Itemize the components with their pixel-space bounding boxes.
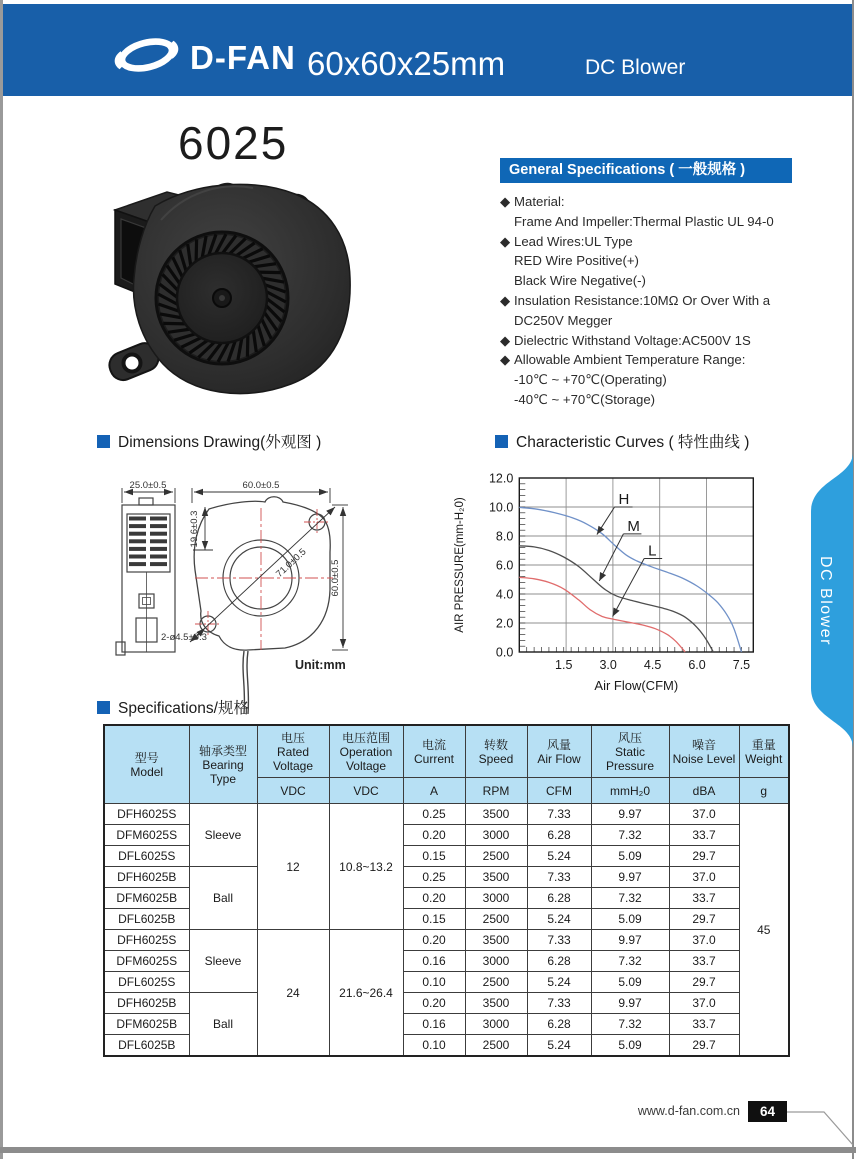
cell-bearing: Sleeve — [189, 804, 257, 867]
unit-cell: CFM — [527, 778, 591, 804]
svg-text:7.5: 7.5 — [732, 658, 751, 672]
table-row: DFH6025S Sleeve 24 21.6~26.4 0.20 3500 7.33 9.97 37.0 — [104, 930, 789, 951]
footer-website: www.d-fan.com.cn — [637, 1104, 740, 1118]
cell-operation-voltage: 21.6~26.4 — [329, 930, 403, 1057]
diamond-bullet-icon: ◆ — [500, 194, 511, 209]
table-header-row — [104, 725, 789, 778]
cell-rated-voltage: 24 — [257, 930, 329, 1057]
spec-line: DC250V Megger — [514, 312, 613, 328]
unit-cell: dBA — [669, 778, 739, 804]
svg-text:6.0: 6.0 — [495, 558, 514, 573]
dimensions-drawing — [95, 452, 440, 719]
cell-model: DFM6025S — [104, 951, 189, 972]
col-operation-voltage: 电压范围 Operation Voltage — [329, 725, 403, 778]
diamond-bullet-icon: ◆ — [500, 292, 511, 308]
col-pressure: 风压 Static Pressure — [591, 725, 669, 778]
unit-cell: RPM — [465, 778, 527, 804]
table-row: DFM6025B 0.16 3000 6.28 7.32 33.7 — [104, 1014, 789, 1035]
section-curves-heading: Characteristic Curves ( 特性曲线 ) — [495, 430, 749, 452]
dim-front-width: 60.0±0.5 — [242, 480, 280, 491]
cell-rated-voltage: 12 — [257, 804, 329, 930]
product-photo — [103, 178, 408, 415]
svg-text:8.0: 8.0 — [495, 529, 514, 544]
table-row: DFH6025B Ball 0.25 3500 7.33 9.97 37.0 — [104, 867, 789, 888]
table-row: DFL6025B 0.15 2500 5.24 5.09 29.7 — [104, 909, 789, 930]
characteristic-curves-chart — [450, 452, 795, 707]
unit-cell: VDC — [329, 778, 403, 804]
svg-text:6.0: 6.0 — [688, 658, 706, 672]
cell-model: DFH6025S — [104, 804, 189, 825]
svg-text:3.0: 3.0 — [599, 658, 617, 672]
cell-model: DFM6025B — [104, 1014, 189, 1035]
cell-model: DFH6025S — [104, 930, 189, 951]
section-dimensions-heading: Dimensions Drawing(外观图 ) — [97, 430, 321, 452]
dim-outlet-offset: 19.6±0.3 — [189, 510, 200, 548]
svg-text:1.5: 1.5 — [555, 658, 573, 672]
unit-cell: A — [403, 778, 465, 804]
svg-text:4.0: 4.0 — [495, 587, 514, 602]
cell-weight: 45 — [739, 804, 789, 1057]
svg-text:0.0: 0.0 — [495, 645, 514, 660]
cell-model: DFH6025B — [104, 993, 189, 1014]
y-axis-title: AIR PRESSURE(mm-H₂0) — [454, 497, 466, 633]
dim-front-height: 60.0±0.5 — [330, 559, 341, 597]
curve-M — [519, 546, 713, 652]
page-title: 6025 — [178, 117, 289, 169]
col-rated-voltage: 电压 Rated Voltage — [257, 725, 329, 778]
svg-text:10.0: 10.0 — [488, 500, 514, 515]
col-noise: 噪音 Noise Level — [669, 725, 739, 778]
unit-cell: mmH₂0 — [591, 778, 669, 804]
diamond-bullet-icon: ◆ — [500, 233, 511, 249]
cell-bearing: Ball — [189, 867, 257, 930]
spec-line: ◆ Lead Wires:UL Type — [500, 232, 838, 252]
specifications-table — [103, 724, 790, 1057]
table-row: DFL6025S 0.15 2500 5.24 5.09 29.7 — [104, 846, 789, 867]
col-current: 电流 Current — [403, 725, 465, 778]
page-number-badge: 64 — [748, 1101, 787, 1122]
unit-cell: g — [739, 778, 789, 804]
curve-label-L: L — [648, 542, 657, 560]
col-weight: 重量 Weight — [739, 725, 789, 778]
spec-line: Black Wire Negative(-) — [514, 273, 646, 289]
svg-text:2.0: 2.0 — [495, 616, 514, 631]
cell-model: DFL6025B — [104, 1035, 189, 1057]
cell-bearing: Sleeve — [189, 930, 257, 993]
cell-operation-voltage: 10.8~13.2 — [329, 804, 403, 930]
diamond-bullet-icon: ◆ — [500, 332, 511, 348]
table-row: DFM6025B 0.20 3000 6.28 7.32 33.7 — [104, 888, 789, 909]
cell-model: DFL6025S — [104, 846, 189, 867]
x-axis-title: Air Flow(CFM) — [594, 678, 679, 693]
table-row: DFL6025S 0.10 2500 5.24 5.09 29.7 — [104, 972, 789, 993]
spec-line: ◆ Dielectric Withstand Voltage:AC500V 1S — [500, 331, 838, 351]
table-row: DFM6025S 0.20 3000 6.28 7.32 33.7 — [104, 825, 789, 846]
cell-model: DFM6025S — [104, 825, 189, 846]
side-tab-label: DC Blower — [817, 556, 834, 646]
table-row: DFL6025B 0.10 2500 5.24 5.09 29.7 — [104, 1035, 789, 1057]
spec-line: Frame And Impeller:Thermal Plastic UL 94-0 — [514, 213, 774, 229]
header-size-text: 60x60x25mm — [307, 45, 506, 82]
vent-slats — [129, 517, 167, 567]
curve-label-H: H — [618, 491, 630, 509]
dim-unit: Unit:mm — [295, 658, 346, 672]
page-edge-left — [0, 0, 3, 1159]
brand-name: D-FAN — [190, 38, 296, 76]
swirl-logo-icon — [112, 32, 182, 83]
blue-square-icon — [97, 435, 110, 448]
cell-model: DFL6025B — [104, 909, 189, 930]
cell-model: DFM6025B — [104, 888, 189, 909]
unit-cell: VDC — [257, 778, 329, 804]
spec-line: -10℃ ~ +70℃(Operating) — [514, 372, 667, 388]
svg-text:4.5: 4.5 — [643, 658, 662, 672]
col-speed: 转数 Speed — [465, 725, 527, 778]
col-bearing: 轴承类型 Bearing Type — [189, 725, 257, 804]
col-model: 型号 Model — [104, 725, 189, 804]
table-row: DFH6025S Sleeve 12 10.8~13.2 0.25 3500 7.33 9.97 37.0 45 — [104, 804, 789, 825]
spec-line: ◆ Allowable Ambient Temperature Range: — [500, 350, 838, 370]
curve-L — [519, 577, 685, 652]
spec-line: RED Wire Positive(+) — [514, 253, 639, 269]
svg-text:12.0: 12.0 — [488, 471, 514, 486]
cell-model: DFL6025S — [104, 972, 189, 993]
table-row: DFH6025B Ball 0.20 3500 7.33 9.97 37.0 — [104, 993, 789, 1014]
spec-line: ◆ Insulation Resistance:10MΩ Or Over With a — [500, 291, 838, 311]
dim-holes: 2-ø4.5±0.3 — [161, 632, 207, 643]
general-specs-title-bar: General Specifications ( 一般规格 ) — [500, 158, 792, 183]
cell-model: DFH6025B — [104, 867, 189, 888]
blue-square-icon — [495, 435, 508, 448]
spec-line: -40℃ ~ +70℃(Storage) — [514, 391, 656, 407]
curve-label-M: M — [627, 517, 640, 535]
diamond-bullet-icon: ◆ — [500, 352, 511, 368]
header-product-type: DC Blower — [585, 56, 686, 79]
col-airflow: 风量 Air Flow — [527, 725, 591, 778]
spec-line: ◆ Material: — [500, 192, 838, 212]
table-row: DFM6025S 0.16 3000 6.28 7.32 33.7 — [104, 951, 789, 972]
general-specs-list — [500, 192, 838, 410]
brand-logo — [112, 32, 296, 83]
dim-side-width: 25.0±0.5 — [129, 480, 167, 491]
cell-bearing: Ball — [189, 993, 257, 1057]
dim-diagonal: 71.0±0.5 — [274, 546, 309, 580]
section-specifications-heading: Specifications/规格 — [97, 696, 249, 718]
